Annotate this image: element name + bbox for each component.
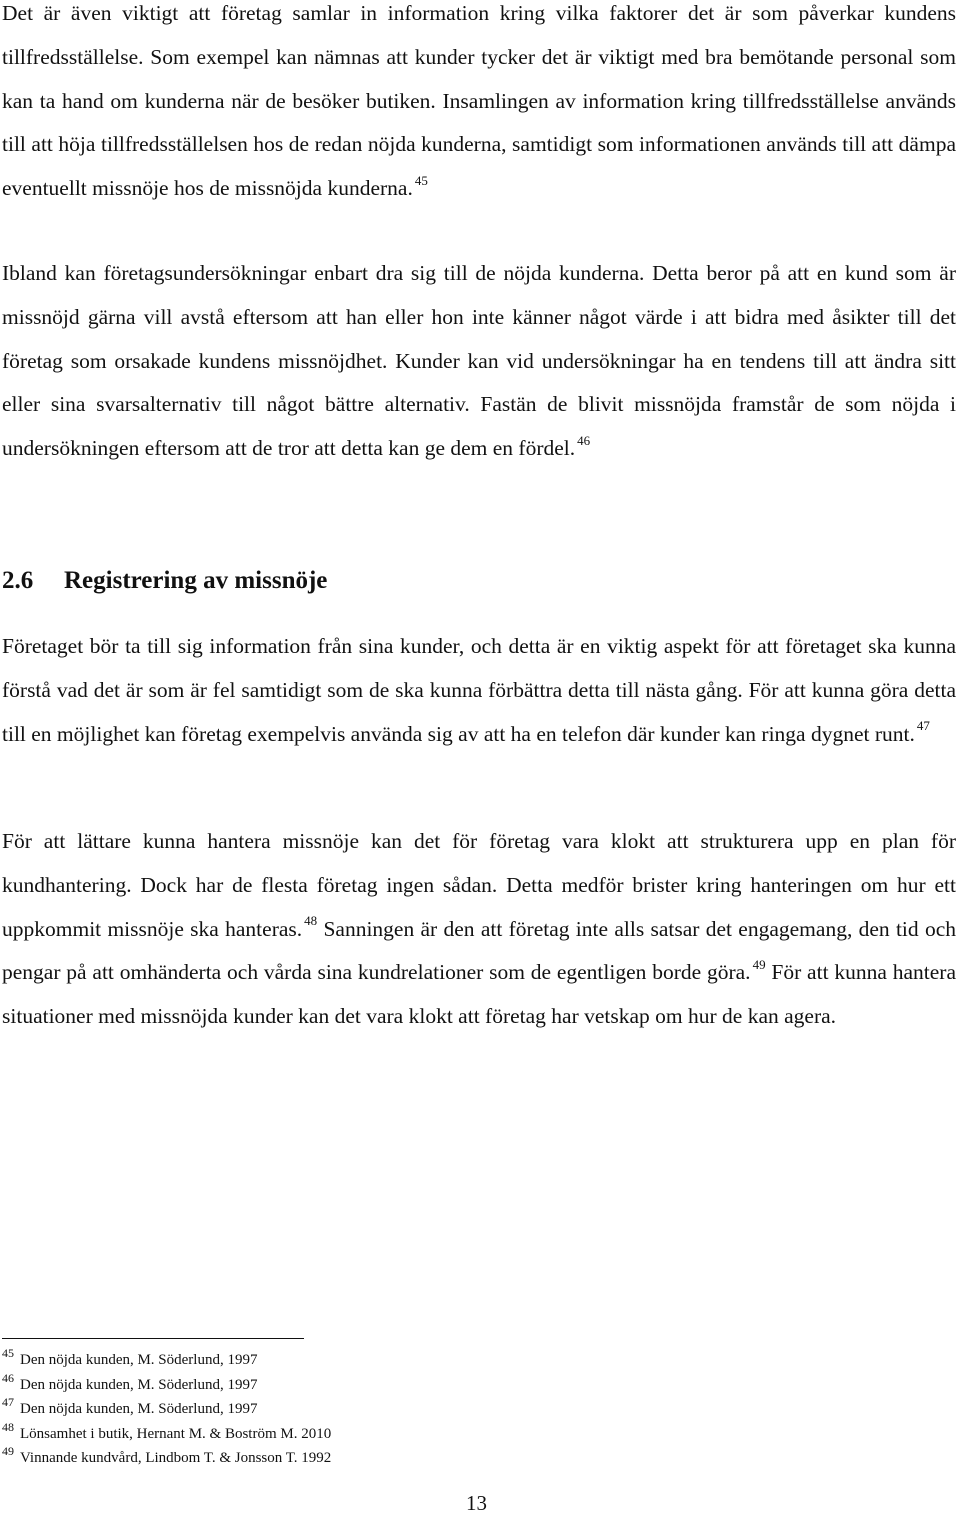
footnote-text: Den nöjda kunden, M. Söderlund, 1997 [20, 1376, 258, 1393]
footnote-text: Den nöjda kunden, M. Söderlund, 1997 [20, 1352, 258, 1368]
footnote-number: 46 [2, 1370, 14, 1385]
paragraph-text: Det är även viktigt att företag samlar in information kring vilka faktorer det är som påverkar kundens tillfredsställelse. Som exempel kan nämnas att kunder tycker det är viktigt med bra bemötande personal som kan ta hand om kunderna när de besöker butiken. Insamlingen av information kring tillfredsställelse används till att höja tillfredsställelsen hos de redan nöjda kunderna, samtidigt som informationen används till att dämpa eventuellt missnöje hos de missnöjda kunderna. [2, 1, 956, 201]
footnote-item [2, 1370, 602, 1398]
body-paragraph [2, 820, 956, 1039]
section-heading [2, 561, 327, 601]
section-title: Registrering av missnöje [64, 567, 328, 594]
footnote-text: Lönsamhet i butik, Hernant M. & Boström M. 2010 [20, 1425, 332, 1442]
footnote-item [2, 1446, 602, 1471]
footnote-text: Den nöjda kunden, M. Söderlund, 1997 [20, 1401, 258, 1417]
footnote-number: 48 [2, 1419, 14, 1434]
body-paragraph [2, 252, 956, 471]
paragraph-text: För att kunna hantera situationer med missnöjda kunder kan det vara klokt att företag har vetskap om hur de kan agera. [2, 960, 956, 1029]
footnote-separator [2, 1338, 304, 1339]
footnote-text: Vinnande kundvård, Lindbom T. & Jonsson T. 1992 [20, 1450, 332, 1466]
footnote-reference: 48 [304, 913, 318, 929]
paragraph-text: Sanningen är den att företag inte alls satsar det engagemang, den tid och pengar på att omhänderta och vårda sina kundrelationer som de egentligen borde göra. [2, 916, 956, 985]
footnote-number: 49 [2, 1444, 14, 1458]
footnotes-list [2, 1348, 602, 1471]
body-paragraph [2, 625, 956, 756]
page-number: 13 [466, 1491, 487, 1515]
footnote-reference: 47 [916, 718, 930, 734]
footnote-number: 47 [2, 1395, 14, 1409]
paragraph-text: Företaget bör ta till sig information från sina kunder, och detta är en viktig aspekt för att företaget ska kunna förstå vad det är som är fel samtidigt som de ska kunna förbättra detta till nästa gång. För att kunna göra detta till en möjlighet kan företag exempelvis använda sig av att ha en telefon där kunder kan ringa dygnet runt. [2, 634, 956, 746]
body-paragraph [2, 0, 956, 211]
footnote-reference: 49 [752, 957, 766, 973]
footnote-reference: 46 [577, 433, 591, 449]
footnote-number: 45 [2, 1346, 14, 1360]
paragraph-text: Ibland kan företagsundersökningar enbart dra sig till de nöjda kunderna. Detta beror på att en kund som är missnöjd gärna vill avstå eftersom att han eller hon inte känner något värde i att bidra med åsikter till det företag som orsakade kundens missnöjdhet. Kunder kan vid undersökningar ha en tendens till att ändra sitt eller sina svarsalternativ till något bättre alternativ. Fastän de blivit missnöjda framstår de som nöjda i undersökningen eftersom att de tror att detta kan ge dem en fördel. [2, 261, 956, 461]
footnote-item [2, 1348, 602, 1373]
footnote-item [2, 1419, 602, 1447]
paragraph-text: För att lättare kunna hantera missnöje kan det för företag vara klokt att strukturera upp en plan för kundhantering. Dock har de flesta företag ingen sådan. Detta medför brister kring hanteringen om hur ett uppkommit missnöje ska hanteras. [2, 829, 956, 941]
footnote-reference: 45 [414, 173, 428, 189]
section-number: 2.6 [2, 567, 34, 594]
footnote-item [2, 1397, 602, 1422]
